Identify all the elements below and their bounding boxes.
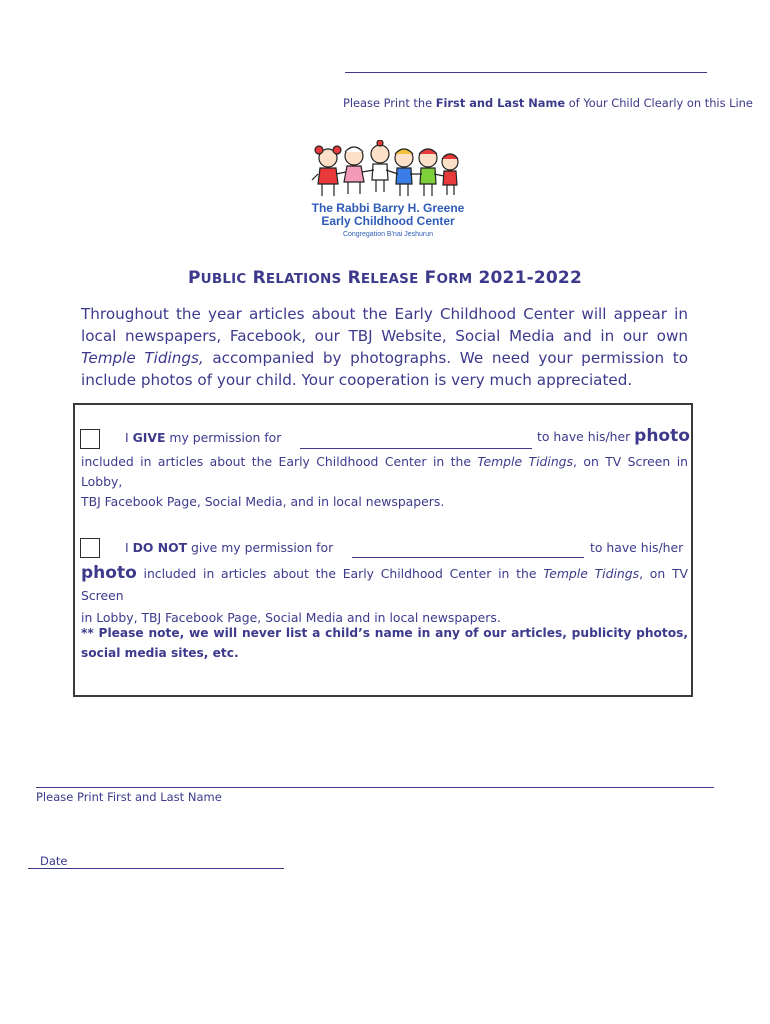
intro-paragraph: Throughout the year articles about the Early Childhood Center will appear in local newspapers, Facebook, our TBJ Website, Social Media and in our own Temple Tidings, accompanied by photographs. We need your permission to include photos of your child. Your cooperation is very much appreciated.: [81, 305, 688, 389]
deny-permission-line: I DO NOT give my permission for: [125, 540, 334, 555]
child-name-caption: Please Print the First and Last Name of Your Child Clearly on this Line: [343, 96, 753, 110]
give-permission-checkbox[interactable]: [80, 429, 100, 449]
form-title: PUBLIC RELATIONS RELEASE FORM 2021-2022: [188, 268, 582, 288]
give-to-have-text: to have his/her photo: [537, 426, 690, 446]
privacy-note: ** Please note, we will never list a child’s name in any of our articles, publicity photos, social media sites, etc.: [81, 626, 688, 660]
logo-line-3: Congregation B'nai Jeshurun: [342, 231, 434, 238]
deny-permission-checkbox[interactable]: [80, 538, 100, 558]
logo-line-1: The Rabbi Barry H. Greene: [311, 201, 465, 215]
logo-line-2: Early Childhood Center: [321, 214, 455, 228]
give-child-name-field[interactable]: [300, 436, 532, 449]
give-permission-line: I GIVE my permission for: [125, 430, 282, 445]
deny-child-name-field[interactable]: [352, 545, 584, 558]
child-name-line[interactable]: [345, 72, 707, 73]
parent-name-line[interactable]: [36, 787, 714, 788]
school-logo: [308, 140, 468, 242]
deny-description: photo included in articles about the Early Childhood Center in the Temple Tidings, on TV Screen in Lobby, TBJ Facebook Page, Social Media and in local newspapers.: [81, 563, 689, 625]
deny-to-have-text: to have his/her: [590, 540, 684, 555]
date-field[interactable]: Date: [28, 854, 284, 869]
parent-name-caption: Please Print First and Last Name: [36, 790, 222, 804]
give-description: included in articles about the Early Childhood Center in the Temple Tidings, on TV Screen in Lobby, TBJ Facebook Page, Social Media, and in local newspapers.: [81, 454, 688, 509]
